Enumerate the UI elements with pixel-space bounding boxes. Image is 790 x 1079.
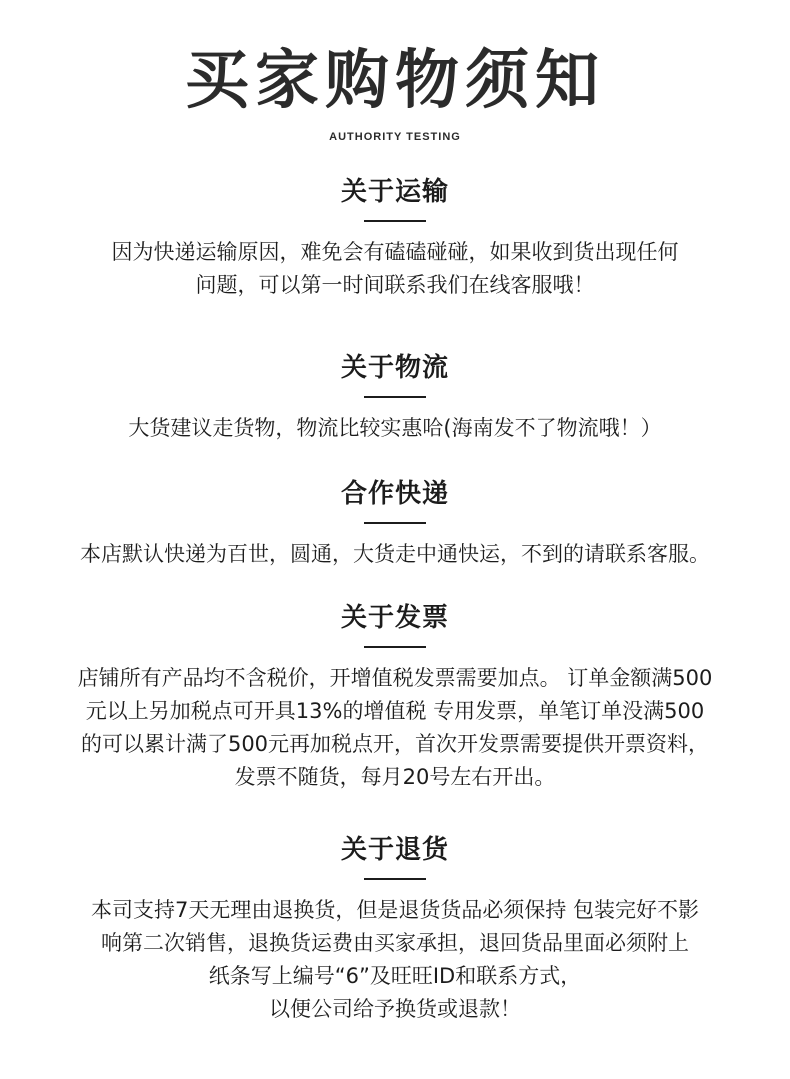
body-line: 店铺所有产品均不含税价，开增值税发票需要加点。 订单金额满500 [77, 666, 713, 690]
body-line: 元以上另加税点可开具13%的增值税 专用发票，单笔订单没满500 [85, 699, 705, 723]
body-line: 以便公司给予换货或退款！ [269, 997, 521, 1021]
body-line: 本司支持7天无理由退换货，但是退货货品必须保持 包装完好不影 [90, 898, 700, 922]
section-couriers [0, 476, 790, 571]
body-line: 问题，可以第一时间联系我们在线客服哦！ [195, 273, 595, 297]
body-line: 纸条写上编号“6”及旺旺ID和联系方式， [208, 964, 582, 988]
section-body [0, 894, 790, 1026]
section-logistics [0, 350, 790, 445]
section-invoice [0, 600, 790, 794]
body-line: 发票不随货，每月20号左右开出。 [234, 765, 556, 789]
section-heading: 关于退货 [340, 835, 449, 865]
body-line: 的可以累计满了500元再加税点开，首次开发票需要提供开票资料， [80, 732, 710, 756]
section-heading: 关于物流 [340, 353, 449, 383]
page-title: 买家购物须知 [185, 44, 605, 118]
section-heading: 合作快递 [340, 479, 449, 509]
section-divider [364, 522, 426, 524]
body-line: 响第二次销售，退换货运费由买家承担，退回货品里面必须附上 [101, 931, 689, 955]
body-line: 本店默认快递为百世，圆通，大货走中通快运，不到的请联系客服。 [80, 542, 710, 566]
section-divider [364, 646, 426, 648]
section-body [0, 412, 790, 445]
body-line: 大货建议走货物，物流比较实惠哈(海南发不了物流哦！） [128, 416, 662, 440]
page-subtitle: AUTHORITY TESTING [329, 131, 461, 143]
section-shipping [0, 174, 790, 302]
section-divider [364, 878, 426, 880]
section-divider [364, 396, 426, 398]
section-divider [364, 220, 426, 222]
section-heading: 关于发票 [340, 603, 449, 633]
section-returns [0, 832, 790, 1026]
section-heading: 关于运输 [340, 177, 449, 207]
body-line: 因为快递运输原因，难免会有磕磕碰碰，如果收到货出现任何 [111, 240, 679, 264]
section-body [0, 662, 790, 794]
section-body [0, 236, 790, 302]
section-body [0, 538, 790, 571]
